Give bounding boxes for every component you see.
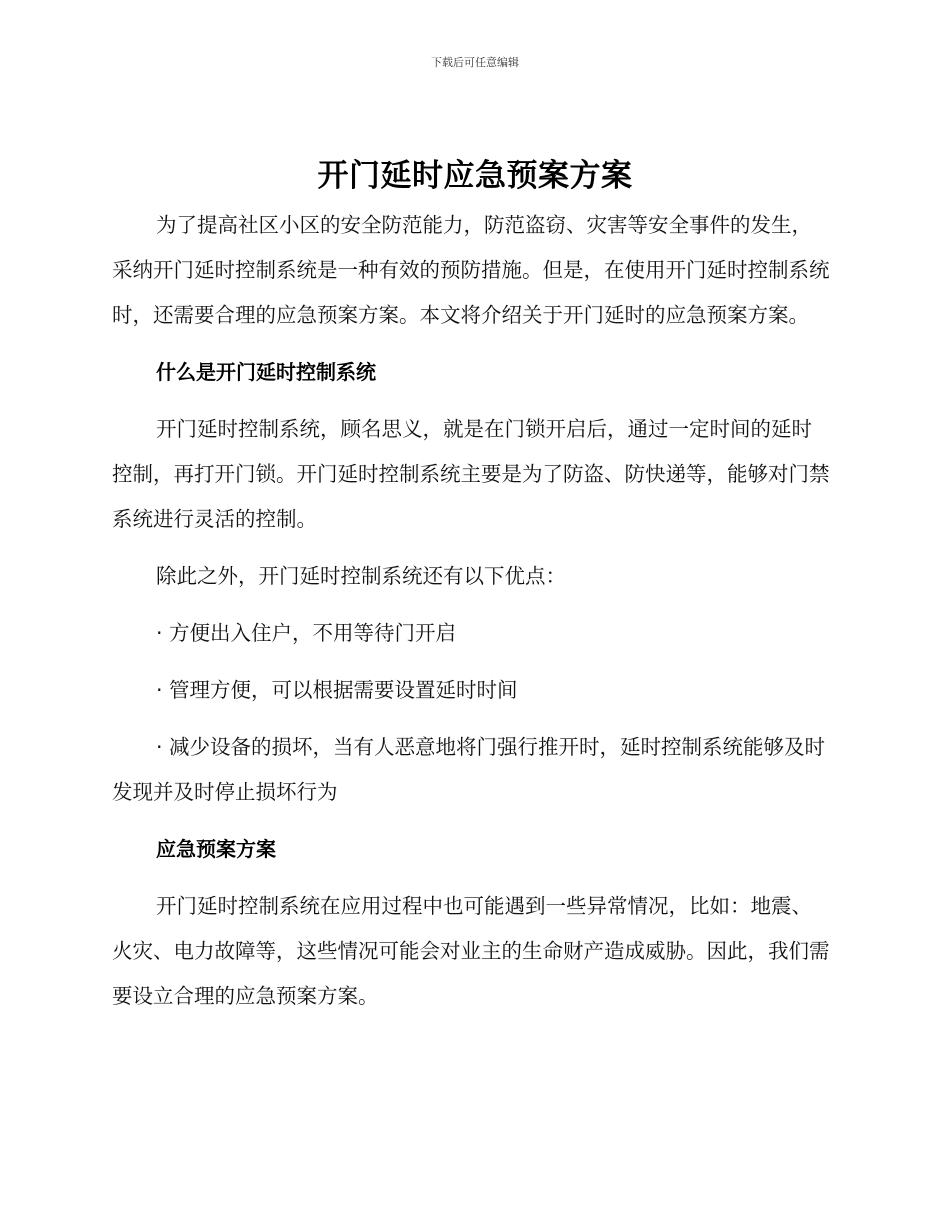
section-heading-emergency-plan: 应急预案方案 xyxy=(156,837,276,861)
section2-paragraph-1: 开门延时控制系统在应用过程中也可能遇到一些异常情况，比如：地震、火灾、电力故障等，这些情况可能会对业主的生命财产造成威胁。因此，我们需要设立合理的应急预案方案。 xyxy=(112,894,830,1008)
section-heading-what-is: 什么是开门延时控制系统 xyxy=(156,360,376,384)
bullet-item: · 减少设备的损坏，当有人恶意地将门强行推开时，延时控制系统能够及时发现并及时停止损坏行为 xyxy=(112,735,826,804)
document-body xyxy=(112,203,832,1019)
bullet-item: · 管理方便，可以根据需要设置延时时间 xyxy=(156,678,518,702)
bullet-item: · 方便出入住户，不用等待门开启 xyxy=(156,621,457,645)
section1-paragraph-2: 除此之外，开门延时控制系统还有以下优点： xyxy=(156,564,566,588)
section1-paragraph-1: 开门延时控制系统，顾名思义，就是在门锁开启后，通过一定时间的延时控制，再打开门锁。开门延时控制系统主要是为了防盗、防快递等，能够对门禁系统进行灵活的控制。 xyxy=(112,417,830,531)
document-title: 开门延时应急预案方案 xyxy=(317,158,633,194)
intro-paragraph: 为了提高社区小区的安全防范能力，防范盗窃、灾害等安全事件的发生，采纳开门延时控制系统是一种有效的预防措施。但是，在使用开门延时控制系统时，还需要合理的应急预案方案。本文将介绍关于开门延时的应急预案方案。 xyxy=(112,213,830,327)
header-note: 下载后可任意编辑 xyxy=(431,56,519,69)
